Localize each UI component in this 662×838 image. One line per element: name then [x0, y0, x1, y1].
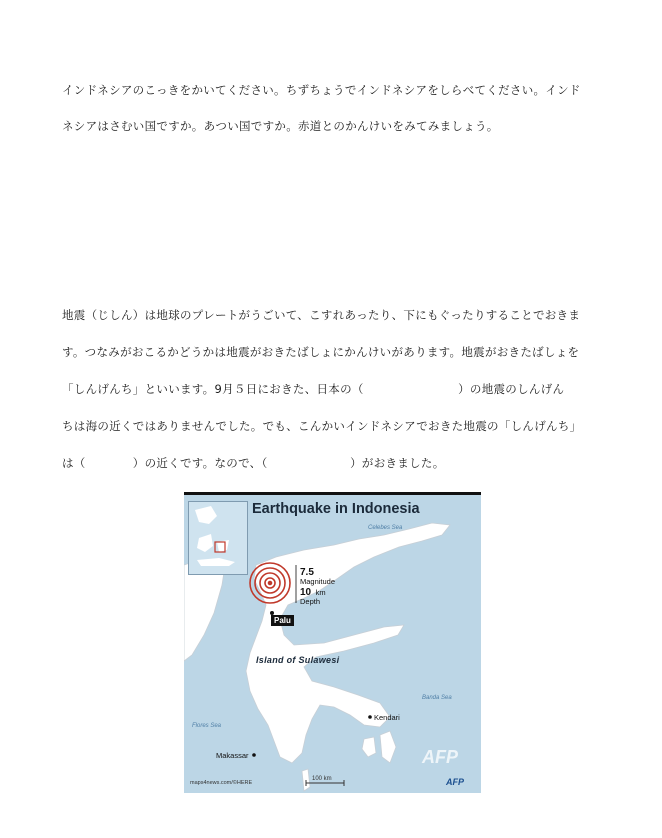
text-line: 地震（じしん）は地球のプレートがうごいて、こすれあったり、下にもぐったりすることでおきま — [62, 308, 581, 322]
inset-locator-map — [188, 501, 248, 575]
island-label: Island of Sulawesi — [256, 655, 340, 665]
flores-sea-label: Flores Sea — [192, 723, 222, 729]
text-line: ネシアはさむい国ですか。あつい国ですか。赤道とのかんけいをみてみましょう。 — [62, 119, 499, 133]
depth-label: Depth — [300, 597, 321, 606]
text-line: ちは海の近くではありませんでした。でも、こんかいインドネシアでおきた地震の「しんげんち」 — [62, 419, 582, 433]
text-line: 「しんげんち」といいます。9月５日におきた、日本の（ ）の地震のしんげん — [62, 382, 565, 396]
afp-watermark: AFP — [422, 747, 458, 767]
buton-island — [380, 731, 396, 763]
map-credit: maps4news.com/©HERE — [190, 780, 253, 786]
map-title: Earthquake in Indonesia — [252, 501, 420, 517]
depth-value: 10 — [300, 587, 312, 598]
makassar-label: Makassar — [216, 751, 249, 760]
scale-label: 100 km — [312, 776, 332, 782]
text-line: は（ ）の近くです。なので、（ ）がおきました。 — [62, 456, 445, 470]
afp-logo: AFP — [446, 777, 464, 787]
banda-sea-label: Banda Sea — [422, 695, 452, 701]
text-line: す。つなみがおこるかどうかは地震がおきたばしょにかんけいがあります。地震がおきたばしょを — [62, 345, 580, 359]
palu-label: Palu — [271, 615, 294, 626]
makassar-dot — [252, 753, 256, 757]
text-line: インドネシアのこっきをかいてください。ちずちょうでインドネシアをしらべてください。インド — [62, 83, 581, 97]
earthquake-map — [184, 492, 481, 793]
quake-info — [300, 566, 335, 606]
magnitude-value: 7.5 — [300, 567, 314, 578]
muna-island — [362, 737, 376, 757]
sulawesi-landmass — [246, 523, 450, 763]
depth-unit: km — [315, 588, 326, 597]
celebes-sea-label: Celebes Sea — [368, 525, 403, 531]
kendari-label: Kendari — [374, 713, 400, 722]
magnitude-label: Magnitude — [300, 577, 336, 586]
kendari-dot — [368, 715, 372, 719]
